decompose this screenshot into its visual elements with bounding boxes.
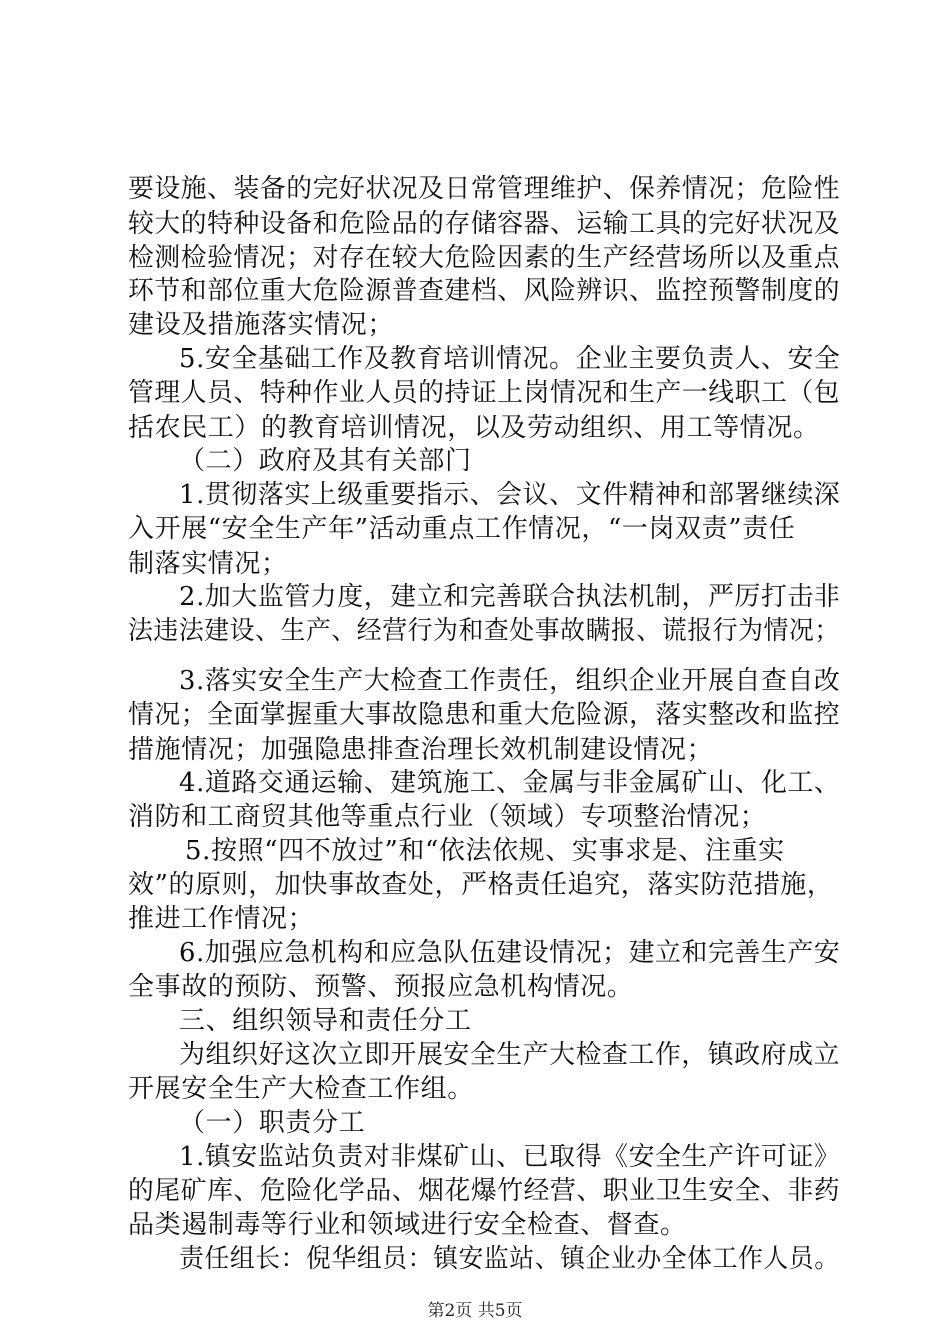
text-line: 较大的特种设备和危险品的存储容器、运输工具的完好状况及 [128,209,841,239]
text-line: 1.镇安监站负责对非煤矿山、已取得《安全生产许可证》 [179,1142,841,1172]
text-line: 4.道路交通运输、建筑施工、金属与非金属矿山、化工、 [179,768,841,798]
text-line: 情况；全面掌握重大事故隐患和重大危险源，落实整改和监控 [128,700,841,730]
text-line: 6.加强应急机构和应急队伍建设情况；建立和完善生产安 [179,938,841,968]
text-line: 管理人员、特种作业人员的持证上岗情况和生产一线职工（包 [128,378,841,408]
text-line: 制落实情况； [128,549,288,579]
text-line: 5.按照“四不放过”和“依法依规、实事求是、注重实 [185,836,785,866]
text-line: 品类遏制毒等行业和领域进行安全检查、督查。 [128,1210,687,1240]
text-line: 为组织好这次立即开展安全生产大检查工作，镇政府成立 [179,1040,841,1070]
section-heading: （一）职责分工 [179,1108,366,1138]
text-line: 开展安全生产大检查工作组。 [128,1074,474,1104]
text-line: 建设及措施落实情况； [128,310,395,340]
text-line: 全事故的预防、预警、预报应急机构情况。 [128,972,634,1002]
text-line: 法违法建设、生产、经营行为和查处事故瞒报、谎报行为情况； [128,616,840,646]
text-line: 3.落实安全生产大检查工作责任，组织企业开展自查自改 [179,666,841,696]
text-line: 推进工作情况； [128,904,315,934]
text-line: 责任组长：倪华组员：镇安监站、镇企业办全体工作人员。 [179,1244,840,1274]
page-footer: 第2页 共5页 [427,1301,523,1321]
section-heading: （二）政府及其有关部门 [179,446,472,476]
text-line: 括农民工）的教育培训情况，以及劳动组织、用工等情况。 [128,413,820,443]
section-heading: 三、组织领导和责任分工 [179,1006,472,1036]
text-line: 5.安全基础工作及教育培训情况。企业主要负责人、安全 [179,344,841,374]
text-line: 入开展“安全生产年”活动重点工作情况，“一岗双责”责任 [128,514,796,544]
text-line: 措施情况；加强隐患排查治理长效机制建设情况； [128,735,714,765]
text-line: 效”的原则，加快事故查处，严格责任追究，落实防范措施， [128,870,834,900]
text-line: 消防和工商贸其他等重点行业（领域）专项整治情况； [128,802,767,832]
text-line: 2.加大监管力度，建立和完善联合执法机制，严厉打击非 [179,582,841,612]
text-line: 要设施、装备的完好状况及日常管理维护、保养情况；危险性 [128,174,841,204]
text-line: 检测检验情况；对存在较大危险因素的生产经营场所以及重点 [128,243,841,273]
text-line: 的尾矿库、危险化学品、烟花爆竹经营、职业卫生安全、非药 [128,1176,841,1206]
text-line: 1.贯彻落实上级重要指示、会议、文件精神和部署继续深 [179,480,841,510]
text-line: 环节和部位重大危险源普查建档、风险辨识、监控预警制度的 [128,276,841,306]
